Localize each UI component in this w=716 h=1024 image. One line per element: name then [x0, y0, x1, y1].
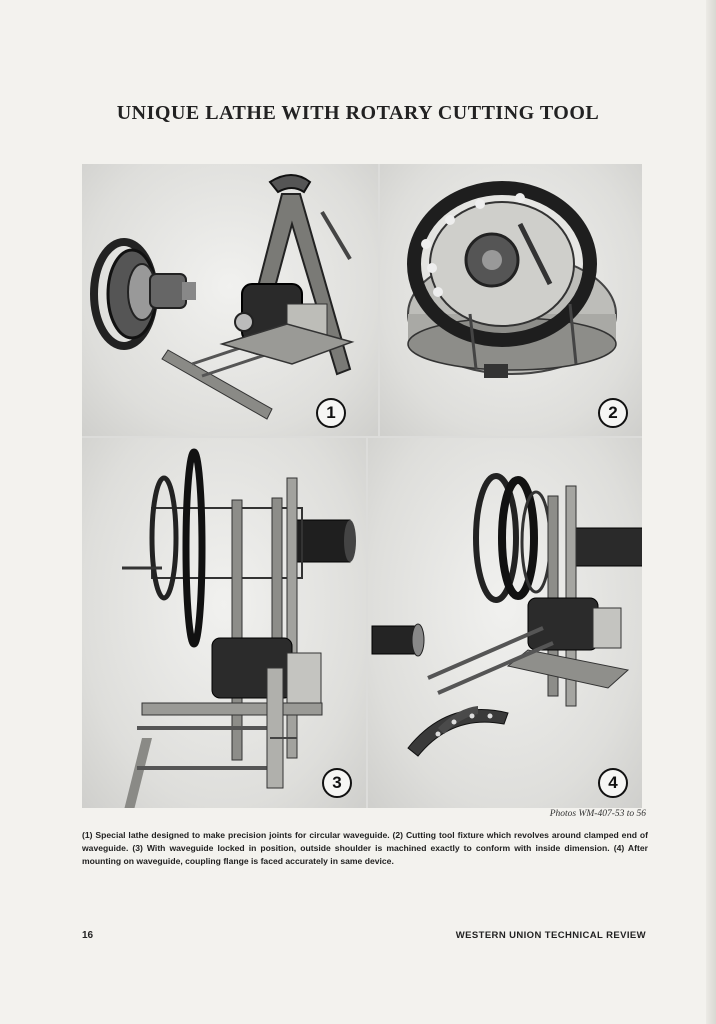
photo-credit: Photos WM-407-53 to 56	[549, 809, 646, 819]
page-title: UNIQUE LATHE WITH ROTARY CUTTING TOOL	[116, 102, 600, 124]
publication-name: WESTERN UNION TECHNICAL REVIEW	[455, 930, 646, 941]
figure-label-1: 1	[316, 398, 346, 428]
photo-panel-2	[380, 164, 642, 436]
page-edge	[706, 0, 716, 1024]
cutting-fixture-illustration	[380, 164, 642, 436]
flange-facing-illustration	[368, 438, 642, 808]
photo-panel-4	[368, 438, 642, 808]
lathe-illustration	[82, 164, 378, 436]
photo-panel-1	[82, 164, 378, 436]
page-number: 16	[82, 930, 94, 941]
figure-label-4: 4	[598, 768, 628, 798]
waveguide-machining-illustration	[82, 438, 366, 808]
photo-grid	[82, 164, 642, 808]
figure-caption: (1) Special lathe designed to make precision joints for circular waveguide. (2) Cutting tool fixture which revolves around clamped end of waveguide. (3) With waveguide locked in position, outside shoulder is machined exactly to conform with inside dimension. (4) After mounting on waveguide, coupling flange is faced accurately in same device.	[82, 830, 648, 866]
figure-label-2: 2	[598, 398, 628, 428]
figure-label-3: 3	[322, 768, 352, 798]
photo-panel-3	[82, 438, 366, 808]
